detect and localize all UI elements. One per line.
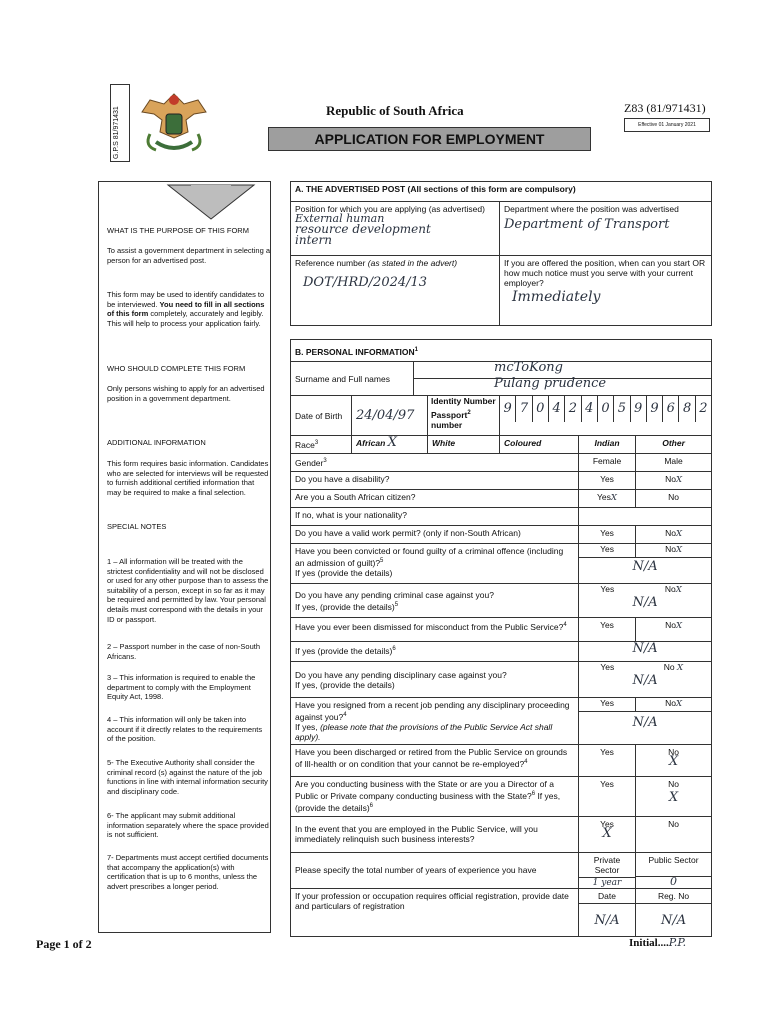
race-indian[interactable]: Indian: [579, 436, 636, 454]
gender-label: Gender$^3$: [291, 454, 579, 472]
pending-criminal-answer[interactable]: [579, 584, 712, 618]
purpose-text-2: This form may be used to identify candidates to be interviewed. You need to fill in all sections of this form completely, accurately and legibly. This will help to process your application fairly.: [107, 290, 265, 328]
section-spacer: [291, 326, 712, 340]
republic-title: Republic of South Africa: [326, 103, 464, 118]
id-digit-box[interactable]: 8: [679, 396, 695, 422]
reference-label: Reference number: [295, 258, 366, 268]
notice-cell[interactable]: [500, 256, 712, 326]
relinquish-yes[interactable]: Yes X: [579, 816, 636, 852]
position-value-3: intern: [295, 233, 332, 247]
surname-label: Surname and Full names: [291, 362, 414, 396]
page-number: Page 1 of 2: [36, 937, 92, 951]
note-7: 7- Departments must accept certified documents that accompany the application(s) with certification that is up to 6 months, unless the advert prescribes a longer period.: [107, 853, 269, 891]
instructions-panel: [98, 181, 271, 933]
registration-date[interactable]: Date N/A: [579, 888, 636, 936]
id-digit-box[interactable]: 9: [500, 396, 516, 422]
resigned-details: N/A: [632, 715, 658, 730]
disciplinary-question: Do you have any pending disciplinary case against you? If yes, (provide the details): [291, 662, 579, 698]
id-digit-box[interactable]: 7: [516, 396, 532, 422]
position-label: Position for which you are applying (as advertised): [295, 204, 485, 214]
registration-number[interactable]: Reg. No N/A: [636, 888, 712, 936]
special-notes-heading: SPECIAL NOTES: [107, 522, 167, 531]
note-1: 1 – All information will be treated with the strictest confidentiality and will not be disclosed or used for any other purpose than to assess the suitability of a person, except in so far as it may be required and permitted by law. Your personal details must correspond with the details in your ID or passport.: [107, 557, 269, 624]
relinquish-question: In the event that you are employed in the Public Service, will you immediately relinquish such business interests?: [291, 816, 579, 852]
coat-of-arms-logo: [136, 90, 212, 160]
disability-no[interactable]: NoX: [636, 472, 712, 490]
names-value: Pulang prudence: [494, 376, 607, 391]
down-arrow-icon: [166, 183, 256, 223]
permit-yes[interactable]: Yes: [579, 526, 636, 544]
dismissed-yes[interactable]: Yes: [579, 618, 636, 642]
disciplinary-answer[interactable]: [579, 662, 712, 698]
pending-criminal-question: Do you have any pending criminal case against you? If yes, (provide the details)$^5$: [291, 584, 579, 618]
id-digit-box[interactable]: 0: [598, 396, 614, 422]
gps-code: G.P.S 81/971431: [113, 106, 120, 159]
dismissed-question: Have you ever been dismissed for misconduct from the Public Service?$^4$: [291, 618, 579, 642]
permit-question: Do you have a valid work permit? (only if non-South African): [291, 526, 579, 544]
citizen-question: Are you a South African citizen?: [291, 490, 579, 508]
convicted-question: Have you been convicted or found guilty of a criminal offence (including an admission of guilt)?$^5$ If yes (provide the details): [291, 544, 579, 584]
reference-cell[interactable]: Reference number (as stated in the advert) DOT/HRD/2024/13: [291, 256, 500, 326]
dismissed-details[interactable]: N/A: [579, 642, 712, 662]
id-digit-box[interactable]: 4: [582, 396, 598, 422]
dob-value[interactable]: 24/04/97: [352, 396, 428, 436]
application-form-table: [290, 181, 712, 937]
business-question: Are you conducting business with the State or are you a Director of a Public or Private company conducting business with the State?$^6$ If yes, (provide the details)$^6$: [291, 776, 579, 816]
id-digit-box[interactable]: 2: [565, 396, 581, 422]
business-yes[interactable]: Yes: [579, 776, 636, 816]
id-digit-box[interactable]: 6: [663, 396, 679, 422]
note-2: 2 – Passport number in the case of non-South Africans.: [107, 642, 261, 661]
surname-cell[interactable]: [414, 362, 712, 396]
experience-private[interactable]: Private Sector 1 year: [579, 852, 636, 888]
disability-yes[interactable]: Yes: [579, 472, 636, 490]
reference-value: DOT/HRD/2024/13: [303, 275, 428, 290]
citizen-yes[interactable]: YesX: [579, 490, 636, 508]
position-cell[interactable]: [291, 202, 500, 256]
pending-criminal-no[interactable]: NoX: [664, 584, 682, 595]
position-value-1: External human: [295, 212, 385, 225]
experience-question: Please specify the total number of years of experience you have: [291, 852, 579, 888]
surname-value: mcToKong: [414, 362, 711, 379]
race-other[interactable]: Other: [636, 436, 712, 454]
nationality-question: If no, what is your nationality?: [291, 508, 579, 526]
section-a-heading: A. THE ADVERTISED POST (All sections of this form are compulsory): [291, 182, 712, 202]
discharged-question: Have you been discharged or retired from the Public Service on grounds of Ill-health or on condition that your cannot be re-employed?$^4$: [291, 744, 579, 776]
purpose-text: To assist a government department in selecting a person for an advertised post.: [107, 246, 271, 265]
effective-date: Effective 01 January 2021: [624, 118, 710, 132]
relinquish-no[interactable]: No: [636, 816, 712, 852]
convicted-yes[interactable]: Yes: [579, 544, 636, 557]
department-value: Department of Transport: [504, 217, 670, 232]
department-label: Department where the position was advertised: [504, 204, 679, 214]
citizen-no[interactable]: No: [636, 490, 712, 508]
discharged-no[interactable]: No X: [636, 744, 712, 776]
resigned-yes[interactable]: Yes: [579, 698, 636, 711]
gender-female[interactable]: Female: [579, 454, 636, 472]
gender-male[interactable]: Male: [636, 454, 712, 472]
form-title: APPLICATION FOR EMPLOYMENT: [268, 127, 591, 151]
note-5: 5- The Executive Authority shall consider the criminal record (s) against the nature of the job functions in line with internal information security and disciplinary code.: [107, 758, 268, 796]
business-no[interactable]: No X: [636, 776, 712, 816]
resigned-no[interactable]: NoX: [665, 698, 683, 709]
id-number-cell[interactable]: [500, 396, 712, 436]
disability-question: Do you have a disability?: [291, 472, 579, 490]
who-heading: WHO SHOULD COMPLETE THIS FORM: [107, 364, 246, 373]
note-4: 4 – This information will only be taken into account if it directly relates to the requirements of the position.: [107, 715, 263, 744]
position-value-2: resource development: [295, 222, 431, 236]
notice-label: If you are offered the position, when can you start OR how much notice must you serve with your current employer?: [504, 258, 706, 288]
disciplinary-details: N/A: [632, 673, 658, 688]
race-white[interactable]: White: [428, 436, 500, 454]
section-b-heading: B. PERSONAL INFORMATION$^1$: [291, 340, 712, 362]
form-code: Z83 (81/971431): [624, 101, 706, 115]
pending-criminal-yes[interactable]: Yes: [600, 584, 615, 594]
notice-value: Immediately: [512, 289, 601, 305]
discharged-yes[interactable]: Yes: [579, 744, 636, 776]
id-digit-box[interactable]: 2: [699, 401, 708, 416]
department-cell[interactable]: [500, 202, 712, 256]
id-digit-box[interactable]: 9: [631, 396, 647, 422]
gps-code-box: [110, 84, 130, 162]
dismissed-no[interactable]: NoX: [636, 618, 712, 642]
id-digit-box[interactable]: 9: [647, 396, 663, 422]
convicted-details: N/A: [632, 559, 658, 574]
who-text: Only persons wishing to apply for an advertised position in a government department.: [107, 384, 265, 403]
additional-text: This form requires basic information. Candidates who are selected for interviews will be requested to furnish additional certified information that may be required to make a final selection.: [107, 459, 269, 497]
convicted-no[interactable]: NoX: [665, 544, 683, 555]
race-label: Race$^3$: [291, 436, 352, 454]
initial-field[interactable]: Initial....P.P.: [629, 936, 687, 949]
note-6: 6- The applicant may submit additional information separately where the space provided is not sufficient.: [107, 811, 269, 840]
race-coloured[interactable]: Coloured: [500, 436, 579, 454]
initial-value: P.P.: [668, 936, 687, 949]
disciplinary-yes[interactable]: Yes: [600, 662, 615, 672]
id-digit-box[interactable]: 0: [533, 396, 549, 422]
resigned-answer[interactable]: [579, 698, 712, 745]
note-3: 3 – This information is required to enable the department to comply with the Employment Equity Act, 1998.: [107, 673, 256, 702]
dob-label: Date of Birth: [291, 396, 352, 436]
resigned-question: Have you resigned from a recent job pending any disciplinary proceeding against you?$^4$ If yes, (please note that the provisions of the Public Service Act shall apply).: [291, 698, 579, 745]
experience-public[interactable]: Public Sector 0: [636, 852, 712, 888]
convicted-answer[interactable]: [579, 544, 712, 584]
id-digit-box[interactable]: 5: [614, 396, 630, 422]
nationality-field[interactable]: [579, 508, 712, 526]
disciplinary-no[interactable]: No X: [663, 662, 683, 673]
pending-criminal-details: N/A: [632, 595, 658, 610]
id-passport-label: Identity Number Passport$^2$ number: [428, 396, 500, 436]
registration-question: If your profession or occupation requires official registration, provide date and particulars of registration: [291, 888, 579, 936]
permit-no[interactable]: NoX: [636, 526, 712, 544]
purpose-heading: WHAT IS THE PURPOSE OF THIS FORM: [107, 226, 249, 235]
race-african[interactable]: African X: [352, 436, 428, 454]
additional-heading: ADDITIONAL INFORMATION: [107, 438, 206, 447]
dismissed-details-label: If yes (provide the details)$^6$: [291, 642, 579, 662]
id-digits-row: [500, 396, 711, 422]
id-digit-box[interactable]: 4: [549, 396, 565, 422]
